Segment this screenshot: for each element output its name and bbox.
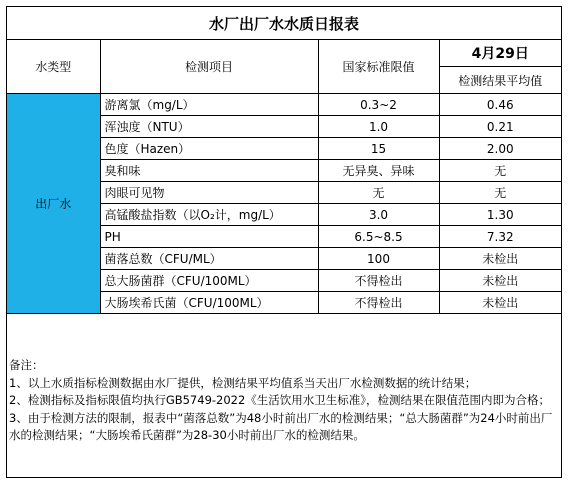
date-header: 4月29日 xyxy=(439,40,561,67)
item-cell: 浑浊度（NTU） xyxy=(100,116,318,138)
item-cell: 臭和味 xyxy=(100,160,318,182)
result-cell: 1.30 xyxy=(439,204,561,226)
group-label-cell: 出厂水 xyxy=(7,94,100,314)
item-cell: PH xyxy=(100,226,318,248)
water-type-header: 水类型 xyxy=(7,40,100,94)
standard-cell: 100 xyxy=(318,248,439,270)
notes-heading: 备注： xyxy=(9,358,44,372)
result-cell: 无 xyxy=(439,160,561,182)
standard-cell: 无异臭、异味 xyxy=(318,160,439,182)
standard-cell: 0.3~2 xyxy=(318,94,439,116)
result-header: 检测结果平均值 xyxy=(439,67,561,94)
table-row xyxy=(7,94,561,116)
result-cell: 无 xyxy=(439,182,561,204)
note-1: 1、以上水质指标检测数据由水厂提供，检测结果平均值系当天出厂水检测数据的统计结果； xyxy=(9,375,477,390)
note-3: 3、由于检测方法的限制，报表中“菌落总数”为48小时前出厂水的检测结果；“总大肠菌群”为24小时前出厂水的检测结果；“大肠埃希氏菌群”为28-30小时前出厂水的检测结果。 xyxy=(9,410,553,442)
item-header: 检测项目 xyxy=(100,40,318,94)
item-cell: 色度（Hazen） xyxy=(100,138,318,160)
standard-cell: 不得检出 xyxy=(318,270,439,292)
water-quality-report xyxy=(6,6,562,478)
item-cell: 肉眼可见物 xyxy=(100,182,318,204)
report-table xyxy=(7,7,561,314)
result-cell: 0.46 xyxy=(439,94,561,116)
standard-cell: 1.0 xyxy=(318,116,439,138)
result-cell: 未检出 xyxy=(439,270,561,292)
notes-section xyxy=(9,357,557,445)
item-cell: 游离氯（mg/L） xyxy=(100,94,318,116)
result-cell: 7.32 xyxy=(439,226,561,248)
standard-header: 国家标准限值 xyxy=(318,40,439,94)
report-title: 水厂出厂水水质日报表 xyxy=(7,7,561,40)
standard-cell: 15 xyxy=(318,138,439,160)
item-cell: 总大肠菌群（CFU/100ML） xyxy=(100,270,318,292)
result-cell: 0.21 xyxy=(439,116,561,138)
item-cell: 菌落总数（CFU/ML） xyxy=(100,248,318,270)
item-cell: 高锰酸盐指数（以O₂计，mg/L） xyxy=(100,204,318,226)
item-cell: 大肠埃希氏菌（CFU/100ML） xyxy=(100,292,318,314)
result-cell: 未检出 xyxy=(439,248,561,270)
result-cell: 2.00 xyxy=(439,138,561,160)
standard-cell: 6.5~8.5 xyxy=(318,226,439,248)
standard-cell: 不得检出 xyxy=(318,292,439,314)
standard-cell: 无 xyxy=(318,182,439,204)
note-2: 2、检测指标及指标限值均执行GB5749-2022《生活饮用水卫生标准》，检测结果在限值范围内即为合格； xyxy=(9,393,551,407)
standard-cell: 3.0 xyxy=(318,204,439,226)
result-cell: 未检出 xyxy=(439,292,561,314)
